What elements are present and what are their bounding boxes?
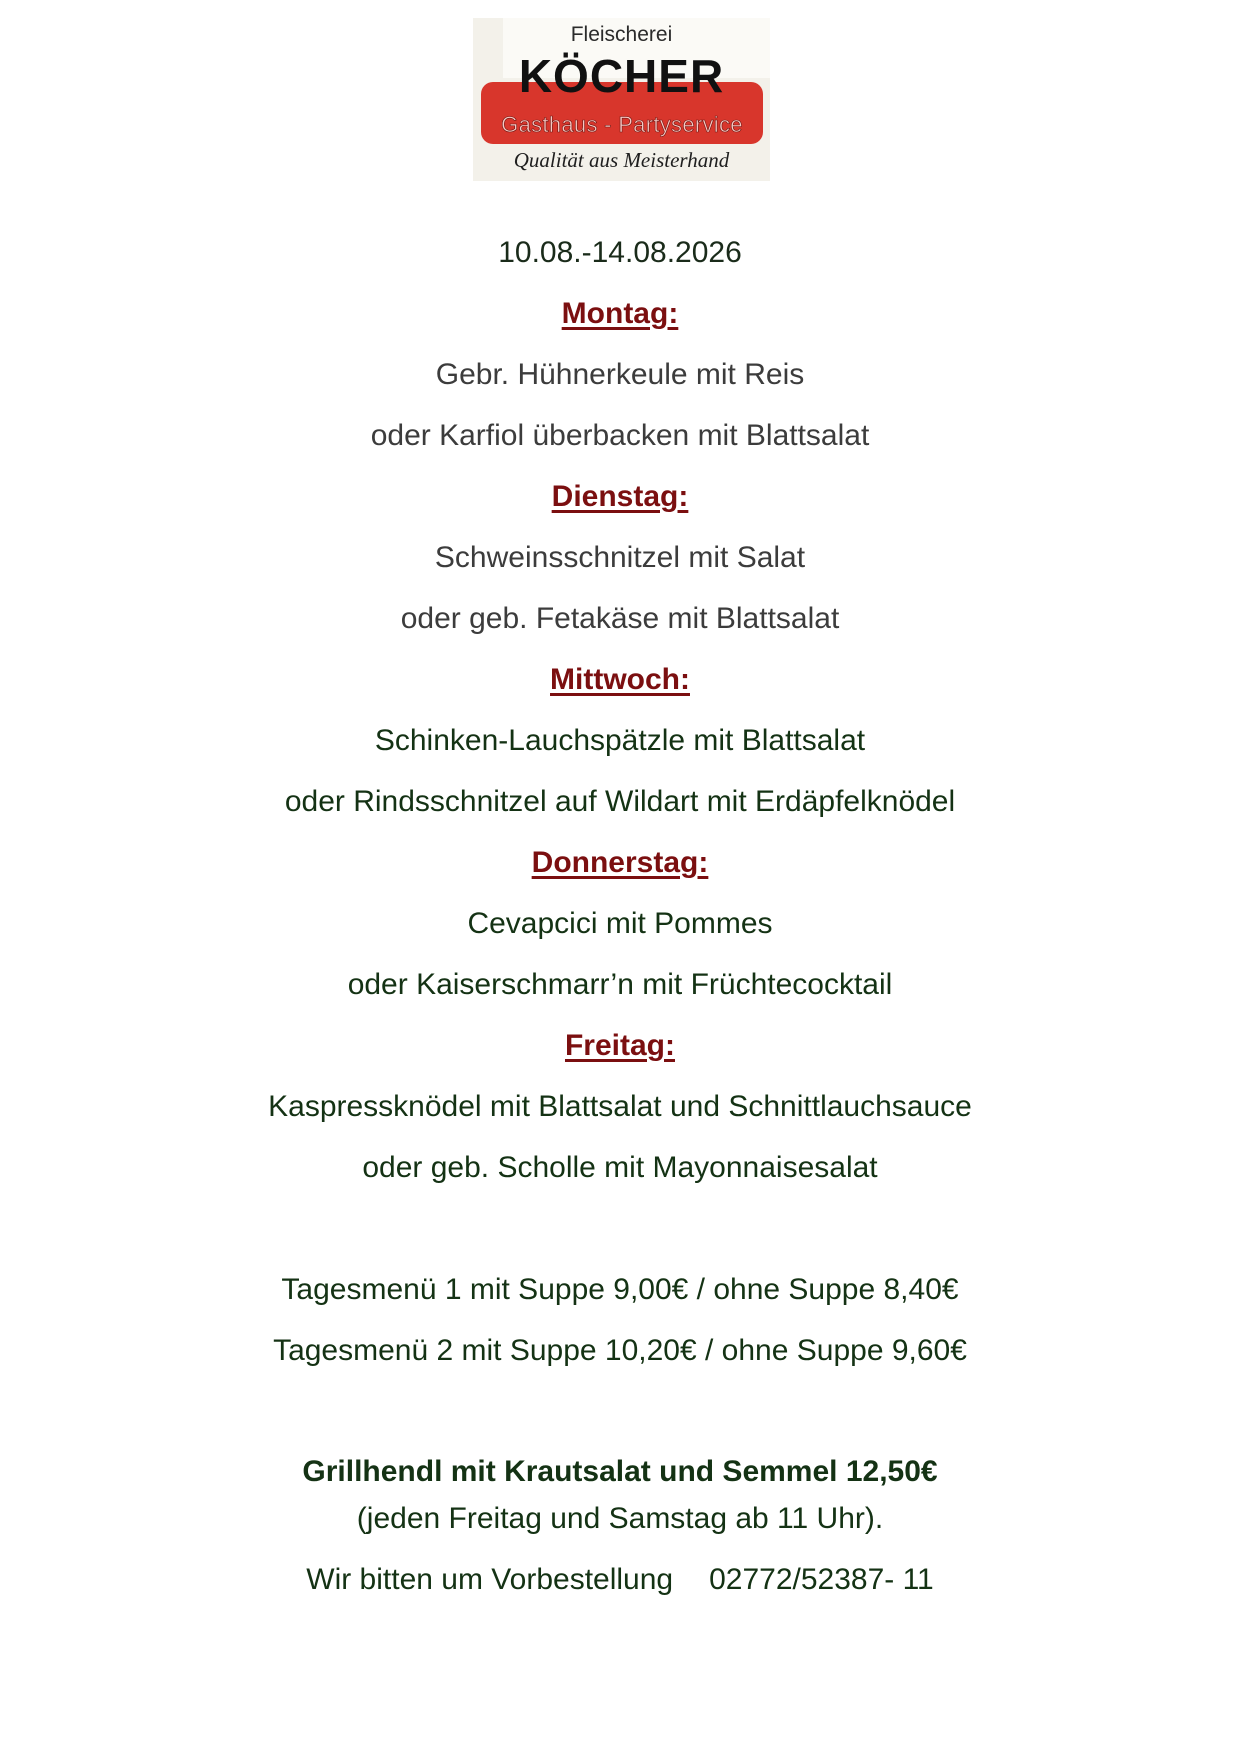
dish-monday-2: oder Karfiol überbacken mit Blattsalat	[370, 419, 870, 452]
dish-monday-1: Gebr. Hühnerkeule mit Reis	[435, 358, 805, 391]
dish-tuesday-1: Schweinsschnitzel mit Salat	[434, 541, 806, 574]
dish-tuesday-2: oder geb. Fetakäse mit Blattsalat	[400, 602, 840, 635]
day-heading-tuesday: Dienstag:	[551, 480, 689, 513]
dish-wednesday-2: oder Rindsschnitzel auf Wildart mit Erdäpfelknödel	[284, 785, 956, 818]
day-heading-friday: Freitag:	[564, 1029, 675, 1062]
butcher-logo	[473, 18, 770, 181]
special-offer-note: (jeden Freitag und Samstag ab 11 Uhr).	[356, 1502, 884, 1535]
phone-number: 02772/52387- 11	[709, 1563, 934, 1596]
price-menu-1: Tagesmenü 1 mit Suppe 9,00€ / ohne Suppe 8,40€	[281, 1273, 959, 1306]
day-heading-monday: Montag:	[561, 297, 679, 330]
dish-thursday-1: Cevapcici mit Pommes	[467, 907, 773, 940]
date-range: 10.08.-14.08.2026	[498, 236, 742, 269]
contact-line	[0, 1562, 1240, 1598]
dish-friday-1: Kaspressknödel mit Blattsalat und Schnittlauchsauce	[268, 1090, 972, 1123]
price-menu-2: Tagesmenü 2 mit Suppe 10,20€ / ohne Suppe 9,60€	[273, 1334, 967, 1367]
day-heading-thursday: Donnerstag:	[531, 846, 709, 879]
dish-friday-2: oder geb. Scholle mit Mayonnaisesalat	[362, 1151, 878, 1184]
logo-top-text: Fleischerei	[570, 23, 673, 46]
preorder-text: Wir bitten um Vorbestellung	[306, 1563, 674, 1596]
day-heading-wednesday: Mittwoch:	[550, 663, 690, 696]
special-offer-title: Grillhendl mit Krautsalat und Semmel 12,50€	[302, 1455, 938, 1488]
logo-slogan: Qualität aus Meisterhand	[513, 148, 730, 172]
logo-subtitle: Gasthaus - Partyservice	[501, 112, 743, 137]
logo-name: KÖCHER	[518, 50, 725, 102]
dish-wednesday-1: Schinken-Lauchspätzle mit Blattsalat	[374, 724, 866, 757]
dish-thursday-2: oder Kaiserschmarr’n mit Früchtecocktail	[347, 968, 893, 1001]
